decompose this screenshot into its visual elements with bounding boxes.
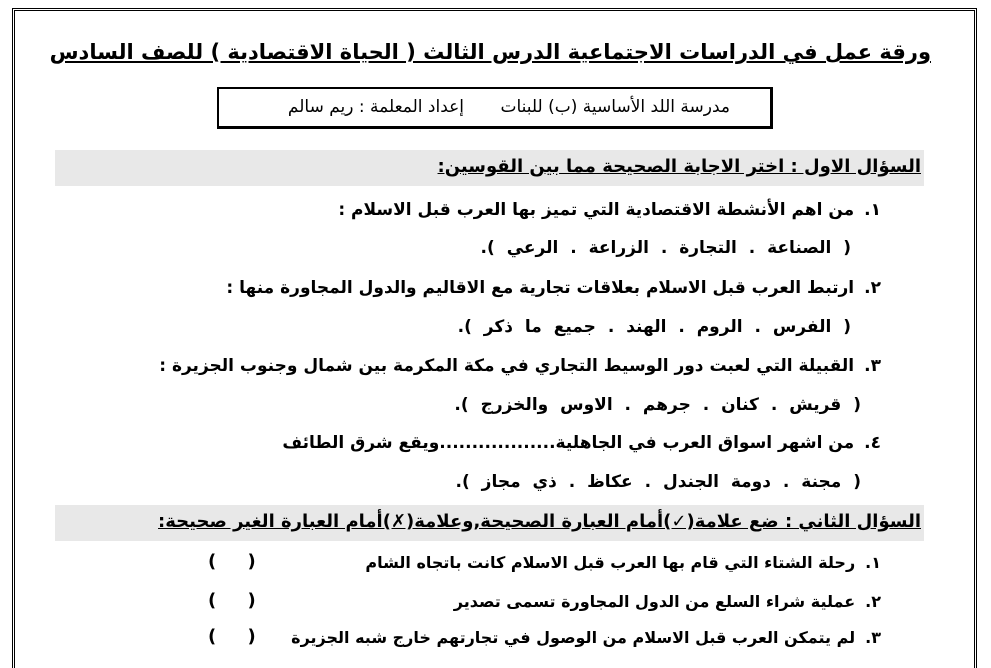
q1-item-3-text: القبيلة التي لعبت دور الوسيط التجاري في مكة المكرمة بين شمال وجنوب الجزيرة : <box>159 356 855 376</box>
q2-item-2 <box>454 592 881 611</box>
q1-item-4-options: ( مجنة . دومة الجندل . عكاظ . ذي مجاز ). <box>455 472 861 492</box>
q1-item-2-options: ( الفرس . الروم . الهند . جميع ما ذكر ). <box>457 317 851 337</box>
q1-item-3 <box>159 356 881 376</box>
q2-item-1-number: ١. <box>865 553 881 572</box>
teacher-name: إعداد المعلمة : ريم سالم <box>287 97 464 117</box>
question-2-heading: السؤال الثاني : ضع علامة(✓)أمام العبارة الصحيحة,وعلامة(✗)أمام العبارة الغير صحيحة: <box>158 511 921 532</box>
q2-item-3-answer-box[interactable]: ( ) <box>208 626 256 647</box>
q1-item-3-number: ٣. <box>864 356 881 376</box>
q1-item-1-options: ( الصناعة . التجارة . الزراعة . الرعي ). <box>480 238 851 258</box>
q1-item-1-number: ١. <box>864 200 881 220</box>
q2-item-2-text: عملية شراء السلع من الدول المجاورة تسمى تصدير <box>453 592 856 611</box>
q2-item-3-number: ٣. <box>865 628 881 647</box>
q1-item-2-number: ٢. <box>864 278 881 298</box>
q1-item-2 <box>226 278 881 298</box>
q2-item-3-text: لم يتمكن العرب قبل الاسلام من الوصول في تجارتهم خارج شبه الجزيرة <box>291 628 856 647</box>
q2-item-1-answer-box[interactable]: ( ) <box>208 551 256 572</box>
q1-item-4-number: ٤. <box>864 433 881 453</box>
q1-item-1-text: من اهم الأنشطة الاقتصادية التي تميز بها العرب قبل الاسلام : <box>338 200 855 220</box>
q1-item-2-text: ارتبط العرب قبل الاسلام بعلاقات تجارية مع الاقاليم والدول المجاورة منها : <box>226 278 855 298</box>
q1-item-1 <box>338 200 881 220</box>
q2-item-1 <box>365 553 881 572</box>
school-info-box <box>217 87 773 129</box>
q1-item-4-text: من اشهر اسواق العرب في الجاهلية..................ويقع شرق الطائف <box>282 433 855 453</box>
school-name: مدرسة اللد الأساسية (ب) للبنات <box>500 97 730 117</box>
q1-item-3-options: ( قريش . كنان . جرهم . الاوس والخزرج ). <box>454 395 861 415</box>
q2-item-1-text: رحلة الشتاء التي قام بها العرب قبل الاسلام كانت باتجاه الشام <box>365 553 856 572</box>
question-1-heading: السؤال الاول : اختر الاجابة الصحيحة مما بين القوسين: <box>437 156 921 177</box>
q2-item-2-number: ٢. <box>865 592 881 611</box>
worksheet-title: ورقة عمل في الدراسات الاجتماعية الدرس الثالث ( الحياة الاقتصادية ) للصف السادس <box>49 40 931 64</box>
q2-item-2-answer-box[interactable]: ( ) <box>208 590 256 611</box>
q1-item-4 <box>282 433 881 453</box>
q2-item-3 <box>291 628 881 647</box>
